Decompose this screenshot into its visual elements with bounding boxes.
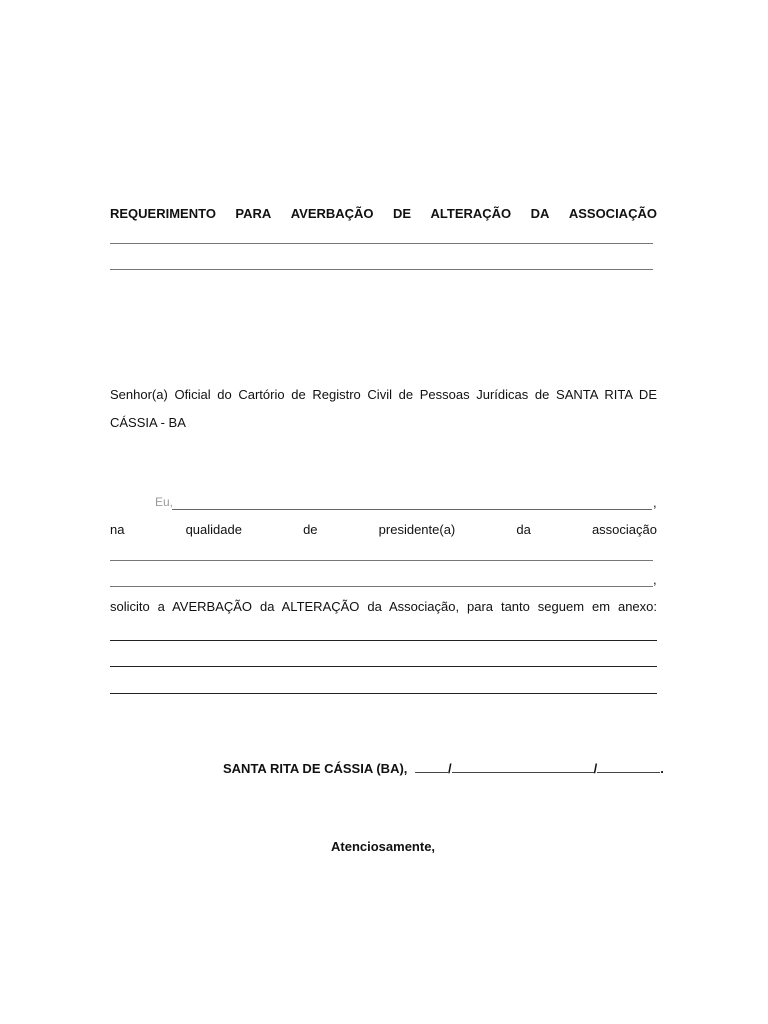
name-blank-line xyxy=(172,509,652,510)
attachment-line xyxy=(110,666,657,667)
closing: Atenciosamente, xyxy=(331,839,436,854)
qualidade-word: na xyxy=(110,522,125,537)
title-word: DA xyxy=(530,206,550,221)
day-blank xyxy=(415,760,448,773)
association-blank-line xyxy=(110,560,653,561)
qualidade-word: qualidade xyxy=(185,522,242,537)
title-word: AVERBAÇÃO xyxy=(290,206,374,221)
addressee-text: CÁSSIA - BA xyxy=(110,415,186,430)
association-name-line xyxy=(110,243,653,244)
title-word: ALTERAÇÃO xyxy=(430,206,512,221)
qualidade-line xyxy=(110,522,657,537)
date-separator: / xyxy=(448,761,452,776)
title-word: REQUERIMENTO xyxy=(110,206,216,221)
comma: , xyxy=(653,572,657,587)
addressee-line xyxy=(110,387,657,402)
qualidade-word: associação xyxy=(591,522,657,537)
addressee-line xyxy=(110,415,657,430)
title-word: ASSOCIAÇÃO xyxy=(568,206,657,221)
comma: , xyxy=(653,495,657,510)
association-name-line xyxy=(110,269,653,270)
month-blank xyxy=(452,760,594,773)
title-word: PARA xyxy=(235,206,272,221)
year-blank xyxy=(597,760,660,773)
attachment-line xyxy=(110,640,657,641)
date-line xyxy=(223,760,664,776)
qualidade-word: de xyxy=(303,522,318,537)
date-end: . xyxy=(660,761,664,776)
eu-label: Eu, xyxy=(155,495,174,509)
addressee-text: Senhor(a) Oficial do Cartório de Registro Civil de Pessoas Jurídicas de SANTA RITA DE xyxy=(110,387,657,402)
date-separator: / xyxy=(593,761,598,776)
qualidade-word: da xyxy=(516,522,531,537)
qualidade-word: presidente(a) xyxy=(378,522,456,537)
solicito-line: solicito a AVERBAÇÃO da ALTERAÇÃO da Associação, para tanto seguem em anexo: xyxy=(110,599,657,614)
title-word: DE xyxy=(393,206,412,221)
title xyxy=(110,206,657,221)
attachment-line xyxy=(110,693,657,694)
association-blank-line xyxy=(110,586,653,587)
date-prefix: SANTA RITA DE CÁSSIA (BA), xyxy=(223,761,408,776)
